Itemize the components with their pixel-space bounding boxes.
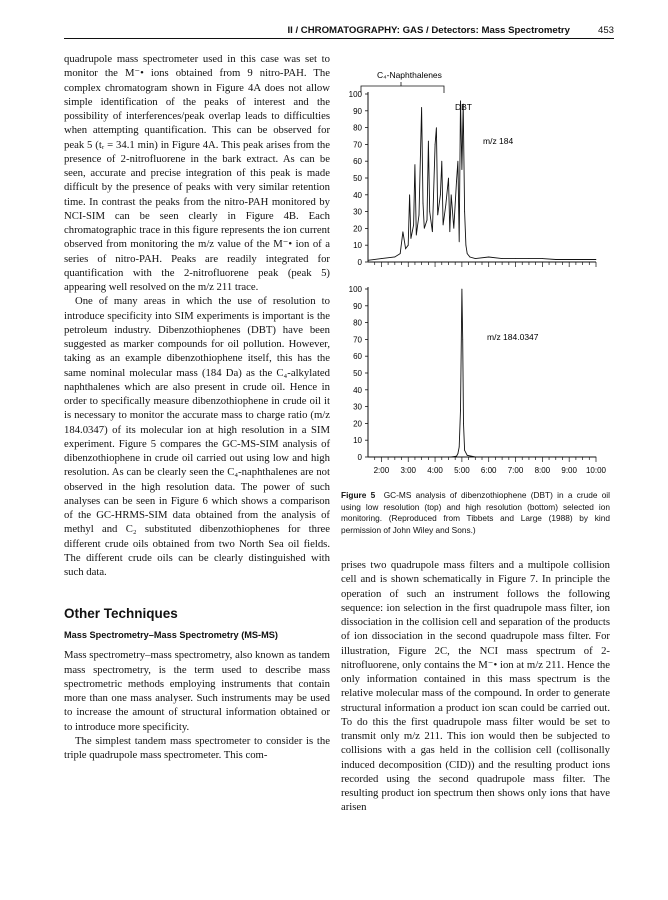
left-paragraph-2: One of many areas in which the use of resolution to introduce specificity into SIM experiments is important is the petroleum industry. Dibenzothiophenes (DBT) have been suggested as marker compounds for oil pollution. However, taking as an example dibenzothiophene itself, this has the same nominal molecular mass (184 Da) as the C₄-alkylated naphthalenes which are also present in crude oil. Hence in order to specifically measure dibenzothiophene in crude oil it is necessary to monitor the accurate mass to charge ratio (m/z 184.0347) of its molecular ion at high resolution in a SIM experiment. Figure 5 compares the GC-MS-SIM analysis of dibenzothiophene in crude oil carried out using low and high resolution. As can be clearly seen the C₄-naphthalenes are not observed in the high resolution data. The power of such analyses can be seen in Figure 6 which shows a comparison of the GC-HRMS-SIM data obtained from the analysis of methyl and C₂ substituted dibenzothiophenes for three different crude oils obtained from two North Sea oil fields. The different crude oils can be clearly distinguished with such data. [64,295,330,578]
y-tick-label: 80 [353,123,362,133]
data-point [596,259,597,260]
trace-label: m/z 184 [483,136,514,146]
data-point [416,235,417,236]
top-panel [349,90,597,267]
data-point [462,339,463,340]
data-point [408,457,409,458]
data-point [429,211,430,212]
data-point [413,225,414,226]
data-point [394,257,395,258]
x-tick-label: 9:00 [561,466,577,475]
x-tick-label: 10:00 [585,466,607,475]
y-tick-label: 20 [353,224,362,234]
data-point [381,457,382,458]
data-point [569,457,570,458]
x-tick-label: 7:00 [507,466,524,475]
running-header [64,22,614,38]
header-rule [64,38,614,39]
data-point [502,258,503,259]
data-point [475,258,476,259]
data-point [440,194,441,195]
top-annotations [361,70,472,112]
y-tick-label: 70 [353,335,362,345]
data-point [445,204,446,205]
data-point [451,194,452,195]
section-heading: Other Techniques [64,606,178,622]
data-point [415,164,416,165]
y-tick-label: 20 [353,419,362,429]
series-line [368,289,596,457]
caption-text: GC-MS analysis of dibenzothiophene (DBT) in a crude oil using low resolution (top) and high resolution (bottom) selected ion monitoring. (Reproduced from Tibbets and Large (1988) by kind permission of John Wiley and Sons.) [341,490,610,535]
caption-label: Figure 5 [341,490,376,500]
data-point [368,457,369,458]
data-point [432,231,433,232]
y-tick-label: 70 [353,140,362,150]
data-point [368,260,369,261]
data-point [423,203,424,204]
data-point [466,245,467,246]
data-point [467,455,468,456]
figure-5-chart [341,60,613,485]
data-point [419,215,420,216]
data-point [529,258,530,259]
data-point [402,231,403,232]
data-point [456,456,457,457]
right-paragraph-1: prises two quadrupole mass filters and a multipole collision cell and is shown schematically in Figure 7. In principle the operation of such an instrument follows the following sequence: ion selection in the first quadrupole mass filter, ion dissociation in the collision cell and separation of the products of ion dissociation in the second quadrupole mass filter. For illustration, Figure 2C, the NCI mass spectrum of 2-nitrofluorene, only contains the M⁻• ion at m/z 211. Hence the only information contained in this mass spectrum is the relative molecular mass of the compound. In order to generate structural information a product ion scan could be carried out. To do this the first quadrupole mass filter would be set to transmit only m/z 211. This ion would then be subjected to collisions with a gas held in the collision cell (collisonally induced decomposition (CID)) and the resulting product ions recorded using the second quadrupole mass filter. The resulting product ion spectrum then shows only ions that have arisen [341,559,610,814]
page-number: 453 [597,25,614,36]
data-point [515,258,516,259]
data-point [596,457,597,458]
data-point [409,194,410,195]
y-tick-label: 50 [353,369,362,378]
data-point [488,257,489,258]
x-tick-label: 5:00 [454,466,470,475]
x-tick-label: 3:00 [400,466,417,475]
y-tick-label: 90 [353,301,362,311]
data-point [542,457,543,458]
naphthalenes-bracket [361,86,444,93]
data-point [488,457,489,458]
x-tick-label: 8:00 [534,466,551,475]
left-paragraph-3: Mass spectrometry–mass spectrometry, also known as tandem mass spectrometry, is the term used to describe mass spectrometric methods employing instruments that contain more than one mass analyser. Such instruments may be used to increase the amount of structural information obtained or to introduce more specificity. [64,649,330,733]
y-tick-label: 90 [353,106,362,116]
data-point [456,181,457,182]
data-point [475,457,476,458]
data-point [457,453,458,454]
y-tick-label: 100 [348,285,362,294]
naphthalenes-label: C₄-Naphthalenes [377,70,442,80]
figure-caption [341,490,610,536]
data-point [463,423,464,424]
y-tick-label: 40 [353,190,362,200]
data-point [421,107,422,108]
data-point [467,253,468,254]
data-point [448,178,449,179]
data-point [424,228,425,229]
data-point [460,100,461,101]
y-tick-label: 30 [353,402,362,412]
data-point [457,161,458,162]
data-point [405,248,406,249]
data-point [437,215,438,216]
data-point [428,141,429,142]
left-paragraph-4: The simplest tandem mass spectrometer to consider is the triple quadrupole mass spectrometer. This com- [64,734,330,761]
x-tick-label: 4:00 [427,466,443,475]
data-point [464,450,465,451]
bottom-panel [349,285,607,475]
right-column [341,558,610,815]
data-point [582,259,583,260]
data-point [461,289,462,290]
data-point [436,127,437,128]
y-tick-label: 50 [353,174,362,183]
subsection-heading: Mass Spectrometry–Mass Spectrometry (MS-MS) [64,630,278,641]
left-paragraph-1: quadrupole mass spectrometer used in this case was set to monitor the M⁻• ions obtained from 9 nitro-PAH. The complex chromatogram shown in Figure 4A does not allow simple identification of the peaks of interest and the possibility of interferences/peak overlap leads to difficulties when attempting quantification. This can be observed for peak 5 (tᵣ = 34.1 min) in Figure 4A. This peak arises from the presence of 2-nitrofluorene in the bark extract. As can be seen, accurate and precise integration of this peak is made difficult by the presence of peaks with very similar retention time. In contrast the peaks from the nitro-PAH monitored by NCI-SIM can be seen clearly in Figure 4B. Each chromatographic trace in this figure represents the ion current observed from monitoring the m/z value of the M⁻• ion of a series of nitro-PAH. Peaks are readily integrated for quantification with the 2-nitrofluorene peak (peak 5) appearing well resolved on the m/z 211 trace. [64,53,330,293]
data-point [381,258,382,259]
y-tick-label: 80 [353,318,362,328]
x-tick-label: 2:00 [373,466,390,475]
left-column [64,52,330,762]
data-point [459,241,460,242]
data-point [515,457,516,458]
y-tick-label: 0 [357,453,362,462]
data-point [569,259,570,260]
y-tick-label: 40 [353,385,362,395]
y-tick-label: 30 [353,207,362,217]
data-point [459,447,460,448]
y-tick-label: 0 [357,258,362,267]
y-tick-label: 100 [348,90,362,99]
data-point [408,245,409,246]
data-point [460,410,461,411]
data-point [400,253,401,254]
data-point [453,228,454,229]
data-point [443,225,444,226]
data-point [464,211,465,212]
series-line [368,101,596,261]
y-tick-label: 10 [353,436,362,446]
y-tick-label: 10 [353,241,362,251]
data-point [449,231,450,232]
running-title: II / CHROMATOGRAPHY: GAS / Detectors: Mass Spectrometry [287,25,570,36]
y-tick-label: 60 [353,352,362,362]
data-point [427,220,428,221]
data-point [435,457,436,458]
x-tick-label: 6:00 [480,466,497,475]
data-point [411,238,412,239]
data-point [451,457,452,458]
data-point [555,259,556,260]
y-tick-label: 60 [353,157,362,167]
data-point [435,144,436,145]
data-point [542,258,543,259]
data-point [441,161,442,162]
trace-label: m/z 184.0347 [487,332,539,342]
data-point [461,169,462,170]
dbt-label: DBT [455,102,472,112]
data-point [470,257,471,258]
